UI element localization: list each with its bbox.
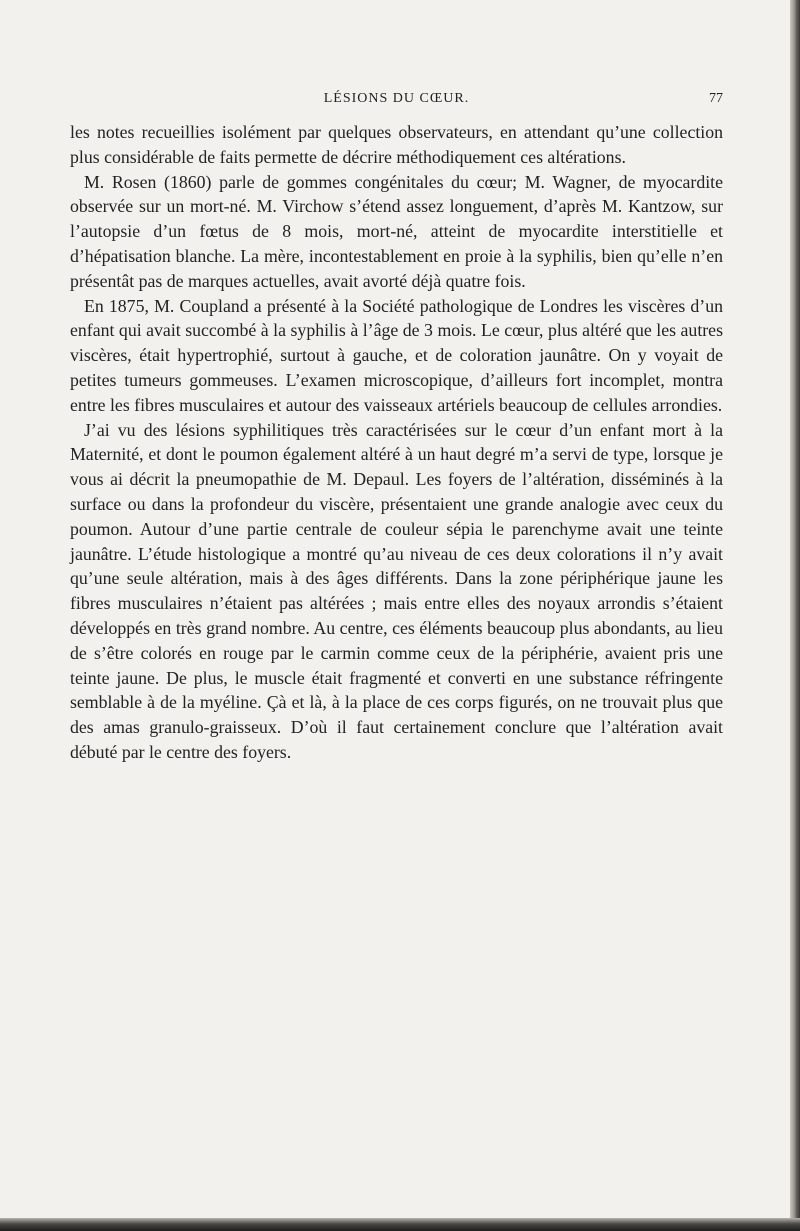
running-title: LÉSIONS DU CŒUR. [323, 91, 470, 106]
body-text [70, 120, 723, 765]
paragraph-continuation: les notes recueillies isolément par quelques observateurs, en attendant qu’une collection plus considérable de faits permette de décrire méthodiquement ces altérations. [70, 122, 723, 167]
page-number: 77 [709, 91, 723, 106]
paragraph-maternite-case: J’ai vu des lésions syphilitiques très caractérisées sur le cœur d’un enfant mort à la Maternité, et dont le poumon également altéré à un haut degré m’a servi de type, lorsque je vous ai décrit la pneumopathie de M. Depaul. Les foyers de l’altération, disséminés à la surface ou dans la profondeur du viscère, présentaient une grande analogie avec ceux du poumon. Autour d’une partie centrale de couleur sépia le parenchyme avait une teinte jaunâtre. L’étude histologique a montré qu’au niveau de ces deux colorations il n’y avait qu’une seule altération, mais à des âges différents. Dans la zone périphérique jaune les fibres musculaires n’étaient pas altérées ; mais entre elles des noyaux arrondis s’étaient développés en très grand nombre. Au centre, ces éléments beaucoup plus abondants, au lieu de s’être colorés en rouge par le carmin comme ceux de la périphérie, avaient pris une teinte jaune. De plus, le muscle était fragmenté et converti en une substance réfringente semblable à de la myéline. Çà et là, à la place de ces corps figurés, on ne trouvait plus que des amas granulo-graisseux. D’où il faut certainement conclure que l’altération avait débuté par le centre des foyers. [70, 419, 723, 762]
page-bottom-shadow [0, 1218, 800, 1231]
page-edge-shadow [790, 0, 800, 1231]
running-head [70, 91, 723, 111]
paragraph-coupland: En 1875, M. Coupland a présenté à la Société pathologique de Londres les viscères d’un enfant qui avait succombé à la syphilis à l’âge de 3 mois. Le cœur, plus altéré que les autres viscères, était hypertrophié, surtout à gauche, et de coloration jaunâtre. On y voyait de petites tumeurs gommeuses. L’examen microscopique, d’ailleurs fort incomplet, montra entre les fibres musculaires et autour des vaisseaux artériels beaucoup de cellules arrondies. [70, 295, 723, 415]
paragraph-rosen-wagner-virchow: M. Rosen (1860) parle de gommes congénitales du cœur; M. Wagner, de myocardite observée sur un mort-né. M. Virchow s’étend assez longuement, d’après M. Kantzow, sur l’autopsie d’un fœtus de 8 mois, mort-né, atteint de myocardite interstitielle et d’hépatisation blanche. La mère, incontestablement en proie à la syphilis, bien qu’elle n’en présentât pas de marques actuelles, avait avorté déjà quatre fois. [70, 171, 723, 291]
